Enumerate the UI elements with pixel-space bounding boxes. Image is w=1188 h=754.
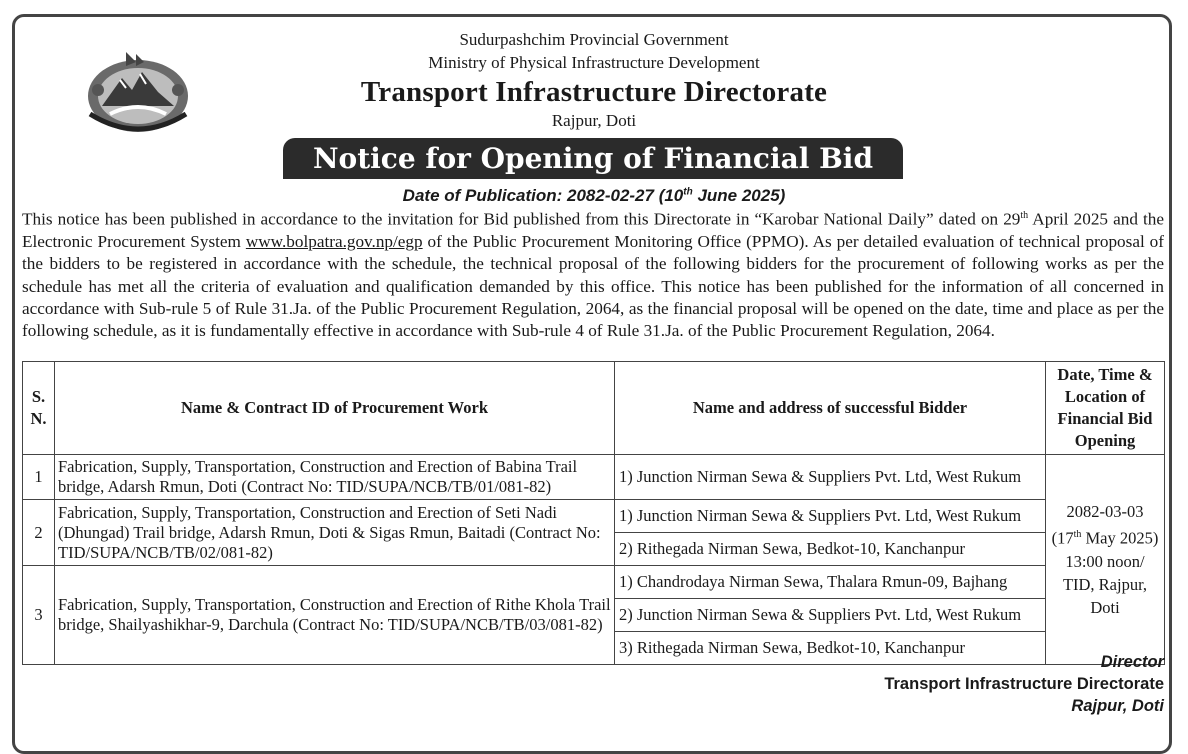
opening-date-ad: (17th May 2025) [1051, 528, 1159, 548]
table-row [23, 566, 1165, 599]
row-bidder: 3) Rithegada Nirman Sewa, Bedkot-10, Kanchanpur [615, 632, 1046, 665]
signature-title: Director [1100, 653, 1164, 671]
opening-time: 13:00 noon/ [1065, 551, 1145, 571]
table-header-row [23, 362, 1165, 455]
opening-place: TID, Rajpur, Doti [1062, 574, 1148, 617]
table-row [23, 455, 1165, 500]
row-bidder: 1) Junction Nirman Sewa & Suppliers Pvt. Ltd, West Rukum [615, 500, 1046, 533]
table-row [23, 500, 1165, 533]
header-bidder: Name and address of successful Bidder [615, 362, 1046, 455]
row-sn: 3 [23, 566, 55, 665]
row-bidder: 2) Rithegada Nirman Sewa, Bedkot-10, Kanchanpur [615, 533, 1046, 566]
row-work: Fabrication, Supply, Transportation, Construction and Erection of Seti Nadi (Dhungad) Trail bridge, Adarsh Rmun, Doti & Sigas Rmun, Baitadi (Contract No: TID/SUPA/NCB/TB/02/081-82) [55, 500, 615, 566]
row-bidder: 1) Chandrodaya Nirman Sewa, Thalara Rmun-09, Bajhang [615, 566, 1046, 599]
notice-title: Notice for Opening of Financial Bid [283, 138, 903, 179]
row-bidder: 2) Junction Nirman Sewa & Suppliers Pvt. Ltd, West Rukum [615, 599, 1046, 632]
header-date: Date, Time & Location of Financial Bid Opening [1046, 362, 1165, 455]
row-sn: 1 [23, 455, 55, 500]
signature-location: Rajpur, Doti [1071, 697, 1164, 715]
row-sn: 2 [23, 500, 55, 566]
publication-date: Date of Publication: 2082-02-27 (10th June 2025) [402, 186, 786, 205]
header-work: Name & Contract ID of Procurement Work [55, 362, 615, 455]
row-bidder: 1) Junction Nirman Sewa & Suppliers Pvt. Ltd, West Rukum [615, 455, 1046, 500]
bolpatra-link[interactable]: www.bolpatra.gov.np/egp [245, 232, 423, 252]
ministry-name: Ministry of Physical Infrastructure Development [428, 53, 760, 72]
opening-schedule [1046, 455, 1165, 665]
signature-office: Transport Infrastructure Directorate [884, 675, 1164, 693]
bid-schedule-table [22, 361, 1165, 665]
directorate-location: Rajpur, Doti [551, 111, 637, 130]
opening-date: 2082-03-03 [1066, 502, 1144, 522]
notice-body: This notice has been published in accordance to the invitation for Bid published from this Directorate in “Karobar National Daily” dated on 29th April 2025 and the Electronic Procurement System www.bolpatra.gov.np/egp of the Public Procurement Monitoring Office (PPMO). As per detailed evaluation of technical proposal of the bidders to be registered in accordance with the schedule, the technical proposal of the following bidders for the procurement of following works as per the schedule has met all the criteria of evaluation and qualification demanded by this office. This notice has been published for the information of all concerned in accordance with Sub-rule 5 of Rule 31.Ja. of the Public Procurement Regulation, 2064, as the financial proposal will be opened on the date, time and place as per the following schedule, as it is fundamentally effective in accordance with Sub-rule 4 of Rule 31.Ja. of the Public Procurement Regulation, 2064. [22, 209, 1164, 341]
row-work: Fabrication, Supply, Transportation, Construction and Erection of Rithe Khola Trail bridge, Shailyashikhar-9, Darchula (Contract No: TID/SUPA/NCB/TB/03/081-82) [55, 566, 615, 665]
row-work: Fabrication, Supply, Transportation, Construction and Erection of Babina Trail bridge, Adarsh Rmun, Doti (Contract No: TID/SUPA/NCB/TB/01/081-82) [55, 455, 615, 500]
header-sn: S. N. [23, 362, 55, 455]
directorate-name: Transport Infrastructure Directorate [360, 76, 828, 108]
government-name: Sudurpashchim Provincial Government [459, 30, 729, 49]
